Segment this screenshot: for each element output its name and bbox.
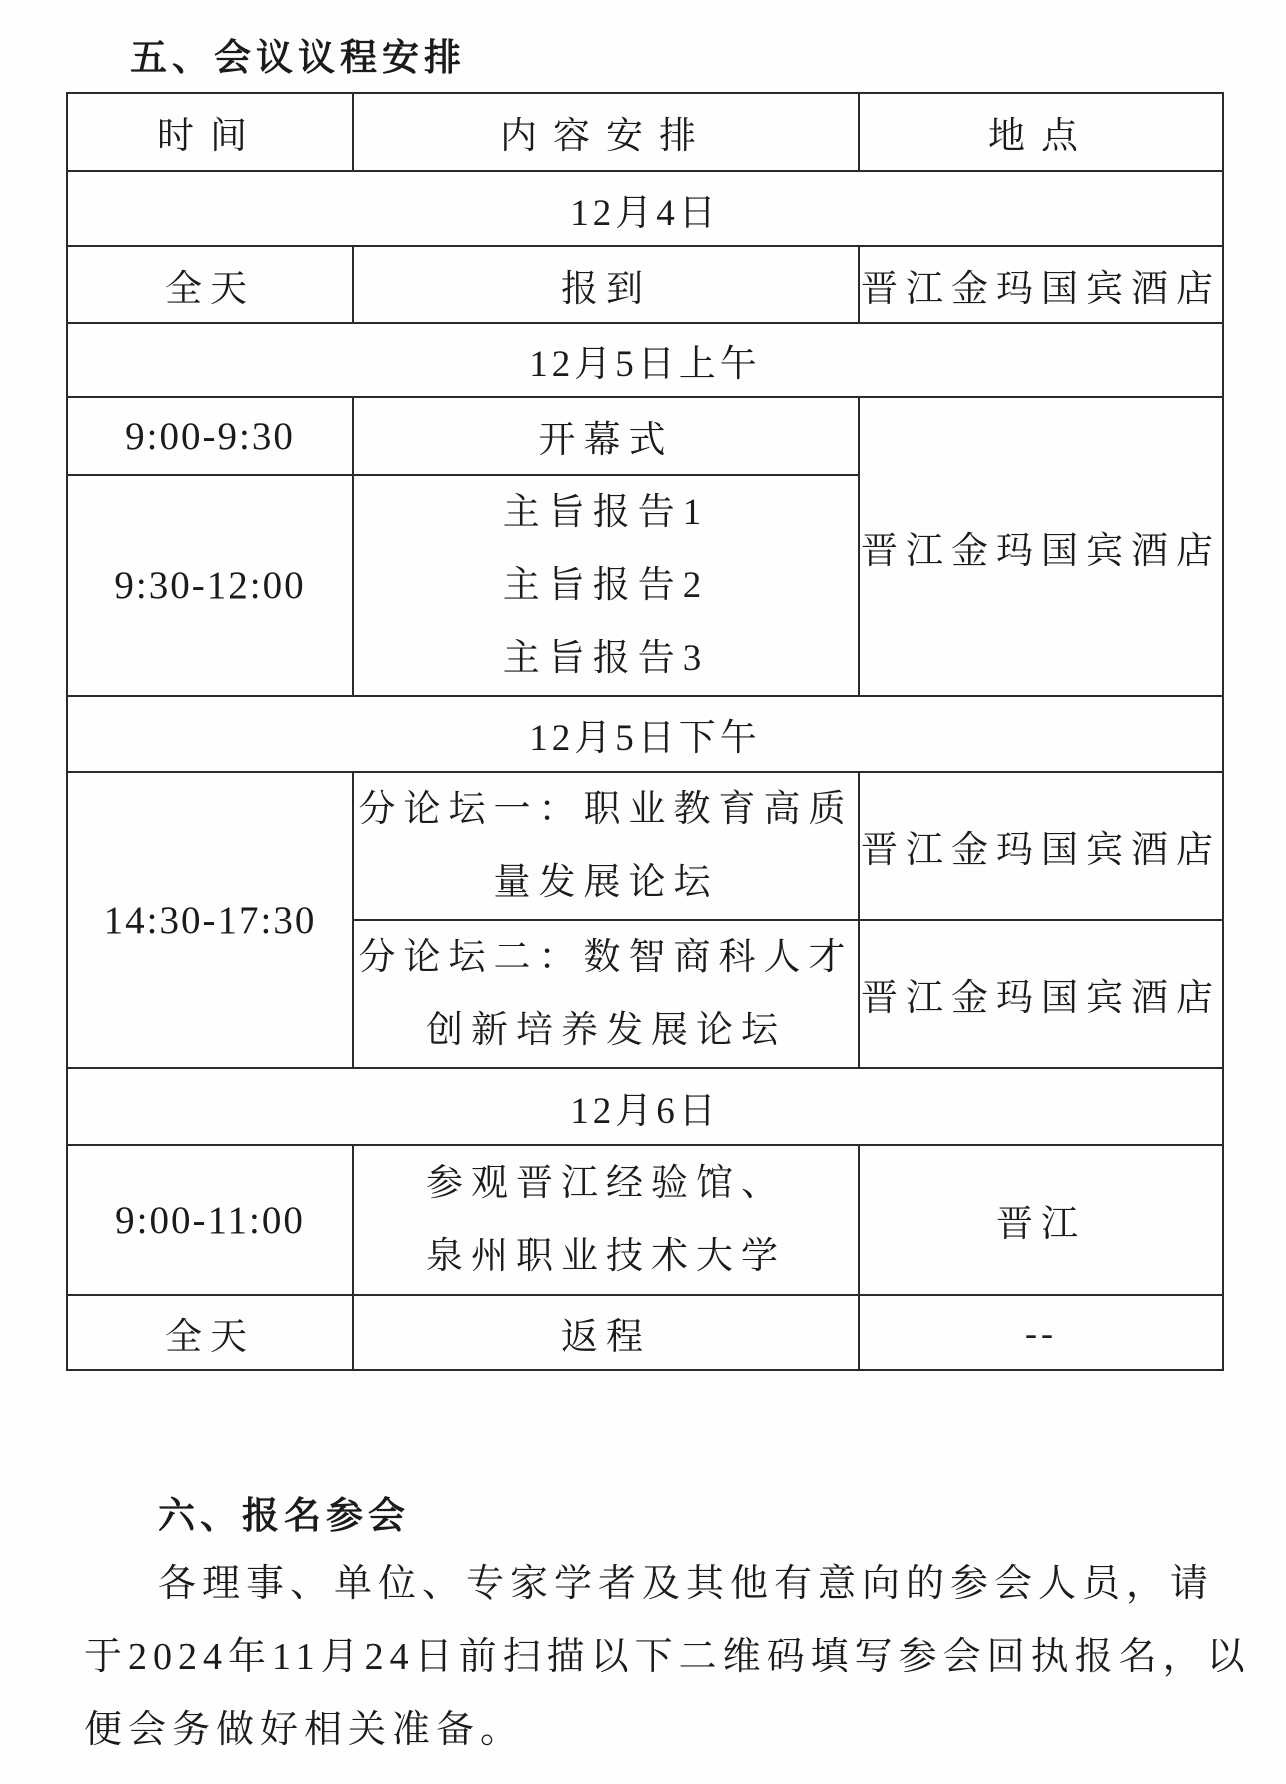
row-visit (67, 1145, 1223, 1295)
cell-return-time: 全天 (67, 1295, 353, 1370)
date-banner-dec4: 12月4日 (67, 171, 1223, 246)
col-header-content: 内容安排 (353, 93, 859, 171)
cell-opening-content: 开幕式 (353, 397, 859, 475)
forum1-line-1: 分论坛一：职业教育高质 (358, 789, 854, 830)
section-5-heading: 五、会议议程安排 (130, 37, 466, 78)
cell-keynotes-content (353, 475, 859, 696)
cell-return-content: 返程 (353, 1295, 859, 1370)
cell-visit-time: 9:00-11:00 (67, 1145, 353, 1295)
date-banner-row-dec4 (67, 171, 1223, 246)
table-header-row (67, 93, 1223, 171)
col-header-location: 地点 (859, 93, 1223, 171)
date-banner-row-dec6 (67, 1068, 1223, 1145)
visit-line-1: 参观晋江经验馆、 (426, 1163, 786, 1204)
row-forum1 (67, 772, 1223, 920)
forum2-line-1: 分论坛二：数智商科人才 (358, 937, 854, 978)
forum2-line-2: 创新培养发展论坛 (426, 1010, 786, 1051)
row-opening-ceremony (67, 397, 1223, 475)
visit-line-2: 泉州职业技术大学 (426, 1236, 786, 1277)
registration-paragraph (84, 1548, 1251, 1767)
cell-return-location: -- (859, 1295, 1223, 1370)
date-banner-dec5pm: 12月5日下午 (67, 696, 1223, 772)
cell-opening-time: 9:00-9:30 (67, 397, 353, 475)
cell-forum1-location: 晋江金玛国宾酒店 (859, 772, 1223, 920)
keynote-line-1: 主旨报告1 (502, 492, 710, 533)
date-banner-dec5am: 12月5日上午 (67, 323, 1223, 397)
forum1-line-2: 量发展论坛 (493, 862, 719, 903)
cell-checkin-location: 晋江金玛国宾酒店 (859, 246, 1223, 323)
registration-paragraph-line-1: 各理事、单位、专家学者及其他有意向的参会人员，请 (158, 1563, 1215, 1605)
keynote-line-2: 主旨报告2 (502, 565, 710, 606)
date-banner-row-dec5am (67, 323, 1223, 397)
cell-forums-time: 14:30-17:30 (67, 772, 353, 1068)
agenda-table (66, 92, 1224, 1371)
cell-forum2-location: 晋江金玛国宾酒店 (859, 920, 1223, 1068)
cell-dec5am-location: 晋江金玛国宾酒店 (859, 397, 1223, 696)
cell-forum2-content (353, 920, 859, 1068)
registration-paragraph-line-2: 于2024年11月24日前扫描以下二维码填写参会回执报名，以 (84, 1636, 1251, 1678)
section-6-heading: 六、报名参会 (158, 1495, 410, 1536)
row-return (67, 1295, 1223, 1370)
keynote-line-3: 主旨报告3 (502, 638, 710, 679)
cell-checkin-time: 全天 (67, 246, 353, 323)
cell-checkin-content: 报到 (353, 246, 859, 323)
cell-forum1-content (353, 772, 859, 920)
cell-keynotes-time: 9:30-12:00 (67, 475, 353, 696)
date-banner-dec6: 12月6日 (67, 1068, 1223, 1145)
cell-visit-location: 晋江 (859, 1145, 1223, 1295)
col-header-time: 时间 (67, 93, 353, 171)
cell-visit-content (353, 1145, 859, 1295)
date-banner-row-dec5pm (67, 696, 1223, 772)
registration-paragraph-line-3: 便会务做好相关准备。 (84, 1709, 525, 1751)
row-checkin (67, 246, 1223, 323)
